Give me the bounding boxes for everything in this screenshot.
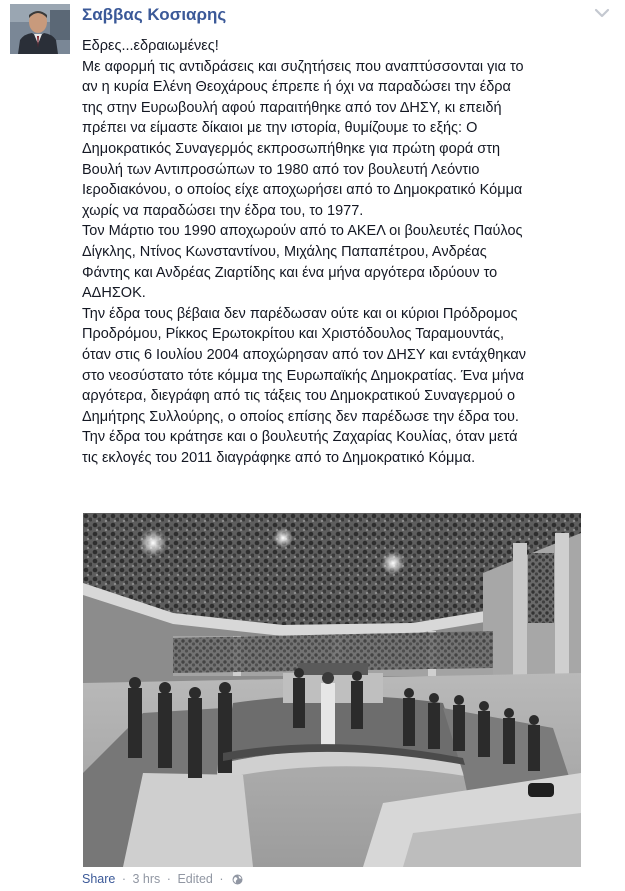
avatar-photo [10,4,70,54]
separator: · [121,872,127,886]
post-line: Βουλή των Αντιπροσώπων το 1980 από τον βουλευτή Λεόντιο [82,161,480,178]
post-line: Δημήτρης Συλλούρης, ο οποίος επίσης δεν παρέδωσε την έδρα του. [82,408,519,425]
post-line: Με αφορμή τις αντιδράσεις και συζητήσεις που αναπτύσσονται για το [82,58,524,75]
avatar[interactable] [10,4,70,54]
post-line: στο νεοσύστατο τότε κόμμα της Ευρωπαϊκής Δημοκρατίας. Ένα μήνα [82,367,524,384]
post-line: Φάντης και Ανδρέας Ζιαρτίδης και ένα μήνα αργότερα ιδρύουν το [82,264,498,281]
post-footer [82,872,243,886]
post-line: αργότερα, διεγράφη από τις τάξεις του Δημοκρατικού Συναγερμού ο [82,388,516,405]
share-link[interactable]: Share [82,872,116,886]
post-line: αν η κυρία Ελένη Θεοχάρους έπρεπε ή όχι να παραδώσει την έδρα [82,79,511,96]
post-line: όταν στις 6 Ιουλίου 2004 αποχώρησαν από τον ΔΗΣΥ και εντάχθηκαν [82,346,527,363]
post-line: χωρίς να παραδώσει την έδρα του, το 1977. [82,202,364,219]
post-line: Την έδρα τους βέβαια δεν παρέδωσαν ούτε και οι κύριοι Πρόδρομος [82,305,518,322]
post-line: Δίγκλης, Ντίνος Κωνσταντίνου, Μιχάλης Παπαπέτρου, Ανδρέας [82,243,487,260]
post-line: Προδρόμου, Ρίκκος Ερωτοκρίτου και Χριστόδουλος Ταραμουντάς, [82,326,505,343]
post-photo[interactable] [83,513,581,867]
post-line: Ιεροδιακόνου, ο οποίος είχε αποχωρήσει από το Δημοκρατικό Κόμμα [82,182,523,199]
post-line: τις εκλογές του 2011 διαγράφηκε από το Δημοκρατικό Κόμμα. [82,449,476,466]
separator: · [219,872,224,886]
post-line: της στην Ευρωβουλή αφού παραιτήθηκε από τον ΔΗΣΥ, κι επειδή [82,99,502,116]
post-line: Την έδρα του κράτησε και ο βουλευτής Ζαχαρίας Κουλίας, όταν μετά [82,429,518,446]
post-text [82,36,602,468]
edited-label[interactable]: Edited [177,872,213,886]
chevron-down-icon[interactable] [593,6,611,20]
timestamp[interactable]: 3 hrs [132,872,161,886]
globe-icon[interactable] [232,874,243,885]
author-name[interactable]: Σαββας Κοσιαρης [82,5,227,24]
post-line: ΑΔΗΣΟΚ. [82,285,146,302]
post-line: Τον Μάρτιο του 1990 αποχωρούν από το ΑΚΕΛ οι βουλευτές Παύλος [82,223,523,240]
parliament-chamber-photo [83,513,581,867]
post-line: πρέπει να είμαστε δίκαιοι με την ιστορία, θυμίζουμε το εξής: Ο [82,120,478,137]
post-line: Δημοκρατικός Συναγερμός εκπροσωπήθηκε για πρώτη φορά στη [82,140,501,157]
post-line: Εδρες...εδραιωμένες! [82,38,219,54]
separator: · [166,872,171,886]
